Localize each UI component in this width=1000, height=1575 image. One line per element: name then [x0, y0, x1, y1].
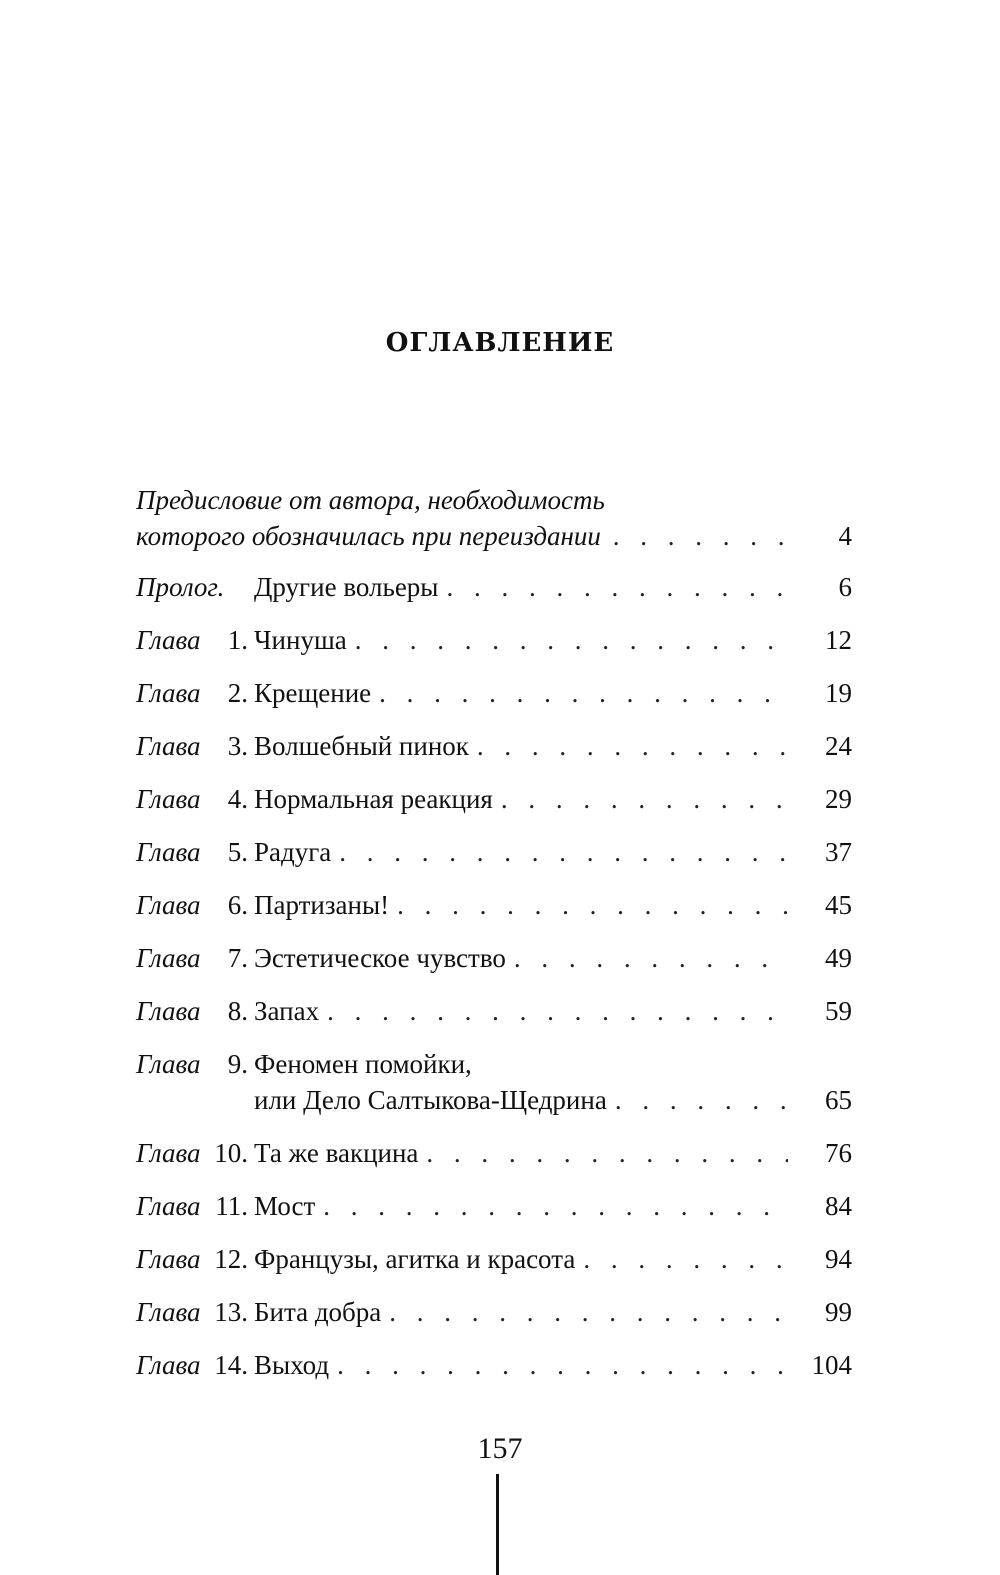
toc-page-number: 37	[825, 837, 852, 867]
toc-entry-chapter-13[interactable]	[136, 1294, 852, 1330]
toc-page-number: 45	[825, 890, 852, 920]
toc-label: Пролог.	[136, 572, 225, 602]
toc-title: Волшебный пинок	[254, 731, 469, 761]
toc-label: Глава	[136, 1049, 201, 1079]
toc-title: Выход	[254, 1350, 330, 1380]
toc-page-number: 84	[825, 1191, 852, 1221]
toc-chapter-number: 12.	[214, 1244, 248, 1274]
toc-page-number: 65	[825, 1085, 852, 1115]
toc-title-continued: или Дело Салтыкова-Щедрина	[254, 1085, 607, 1115]
dot-leader	[315, 1188, 788, 1224]
toc-page-number: 12	[825, 625, 852, 655]
toc-label: Глава	[136, 625, 201, 655]
toc-title: Феномен помойки,	[254, 1049, 472, 1079]
toc-page-number: 59	[825, 996, 852, 1026]
toc-chapter-number: 2.	[227, 678, 248, 708]
toc-label: Глава	[136, 996, 201, 1026]
toc-chapter-number: 9.	[227, 1049, 248, 1079]
toc-entry-chapter-11[interactable]	[136, 1188, 852, 1224]
toc-title: Другие вольеры	[254, 572, 439, 602]
toc-page-number: 99	[825, 1297, 852, 1327]
toc-entry-chapter-7[interactable]	[136, 940, 852, 976]
toc-chapter-number: 13.	[214, 1297, 248, 1327]
toc-entry-chapter-6[interactable]	[136, 887, 852, 923]
toc-chapter-number: 7.	[227, 943, 248, 973]
dot-leader	[329, 1347, 788, 1383]
toc-entry-chapter-1[interactable]	[136, 622, 852, 658]
toc-page-number: 29	[825, 784, 852, 814]
toc-page-number: 104	[811, 1350, 852, 1380]
toc-chapter-number: 5.	[227, 837, 248, 867]
toc-title: Предисловие от автора, необходимость	[136, 485, 605, 515]
toc-page-number: 4	[838, 521, 852, 551]
toc-label: Глава	[136, 943, 201, 973]
dot-leader	[418, 1135, 788, 1171]
toc-label: Глава	[136, 1191, 201, 1221]
toc-title: Мост	[254, 1191, 316, 1221]
toc-chapter-number: 11.	[215, 1191, 248, 1221]
toc-page-number: 24	[825, 731, 852, 761]
toc-label: Глава	[136, 890, 201, 920]
toc-title: Та же вакцина	[254, 1138, 419, 1168]
dot-leader	[607, 1082, 788, 1118]
toc-label: Глава	[136, 784, 201, 814]
page-number: 157	[477, 1432, 523, 1465]
toc-title: Французы, агитка и красота	[254, 1244, 576, 1274]
toc-entry-chapter-10[interactable]	[136, 1135, 852, 1171]
toc-label: Глава	[136, 1297, 201, 1327]
toc-title: Эстетическое чувство	[254, 943, 506, 973]
toc-title: Крещение	[254, 678, 372, 708]
dot-leader	[438, 569, 788, 605]
toc-entry-preface[interactable]	[136, 466, 852, 554]
dot-leader	[506, 940, 788, 976]
toc-chapter-number: 14.	[214, 1350, 248, 1380]
toc-label: Глава	[136, 731, 201, 761]
toc-page-number: 6	[838, 572, 852, 602]
toc-chapter-number: 3.	[227, 731, 248, 761]
toc-entry-chapter-8[interactable]	[136, 993, 852, 1029]
toc-label: Глава	[136, 1350, 201, 1380]
dot-leader	[469, 728, 788, 764]
toc-title: Нормальная реакция	[254, 784, 493, 814]
toc-title-continued: которого обозначилась при переиздании	[136, 521, 601, 551]
toc-chapter-number: 1.	[227, 625, 248, 655]
toc-label: Глава	[136, 1138, 201, 1168]
toc-page-number: 76	[825, 1138, 852, 1168]
dot-leader	[381, 1294, 788, 1330]
dot-leader	[347, 622, 788, 658]
toc-entry-chapter-4[interactable]	[136, 781, 852, 817]
toc-label: Глава	[136, 1244, 201, 1274]
dot-leader	[331, 834, 788, 870]
toc-entry-chapter-2[interactable]	[136, 675, 852, 711]
gutter-line	[496, 1474, 499, 1575]
toc-label: Глава	[136, 837, 201, 867]
dot-leader	[389, 887, 788, 923]
toc-title: Бита добра	[254, 1297, 382, 1327]
table-of-contents	[136, 466, 852, 1400]
toc-page-number: 49	[825, 943, 852, 973]
toc-entry-chapter-14[interactable]	[136, 1347, 852, 1383]
toc-chapter-number: 10.	[214, 1138, 248, 1168]
toc-title: Партизаны!	[254, 890, 390, 920]
dot-leader	[371, 675, 788, 711]
dot-leader	[493, 781, 788, 817]
toc-entry-prologue[interactable]	[136, 569, 852, 605]
toc-chapter-number: 6.	[227, 890, 248, 920]
toc-title: Запах	[254, 996, 320, 1026]
toc-entry-chapter-5[interactable]	[136, 834, 852, 870]
toc-chapter-number: 8.	[227, 996, 248, 1026]
toc-entry-chapter-12[interactable]	[136, 1241, 852, 1277]
toc-entry-chapter-3[interactable]	[136, 728, 852, 764]
toc-page-number: 94	[825, 1244, 852, 1274]
dot-leader	[605, 518, 788, 554]
toc-chapter-number: 4.	[227, 784, 248, 814]
toc-entry-chapter-9[interactable]	[136, 1046, 852, 1118]
toc-title: Чинуша	[254, 625, 347, 655]
page-title: ОГЛАВЛЕНИЕ	[385, 328, 615, 358]
dot-leader	[319, 993, 788, 1029]
toc-title: Радуга	[254, 837, 332, 867]
toc-label: Глава	[136, 678, 201, 708]
dot-leader	[575, 1241, 788, 1277]
toc-page-number: 19	[825, 678, 852, 708]
